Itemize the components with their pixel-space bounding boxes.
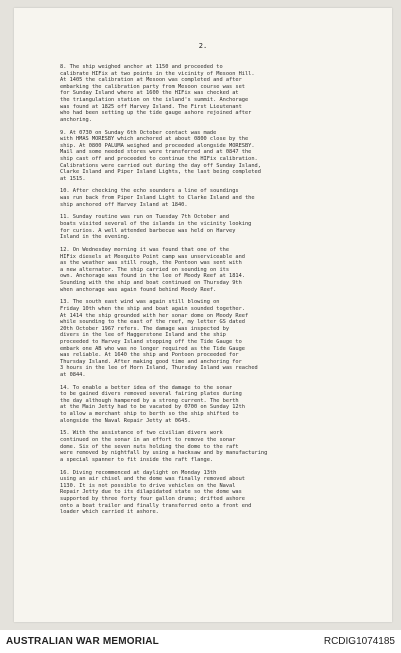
paragraph [60,385,372,425]
text-line: Friday 10th when the ship and boat again sounded together. [60,305,245,312]
document-body [60,64,372,522]
text-line: who had been setting up the tide gauge ashore rejoined after [60,110,252,117]
text-line: the day although hampered by a strong current. The berth [60,397,239,404]
text-line: 11. Sunday routine was run on Tuesday 7th October and [60,214,230,221]
text-line: at 1515. [60,175,86,182]
text-line: anchoring. [60,116,92,123]
paragraph [60,188,372,208]
text-line: a new alternator. The ship carried on sounding on its [60,266,230,273]
text-line: divers in the lee of Haggerstone Island and the ship [60,332,226,339]
text-line: continued on the sonar in an effort to remove the sonar [60,437,236,443]
paragraph [60,299,372,378]
text-line: supported by three forty four gallon drums; drifted ashore [60,495,245,502]
text-line: for Sunday Island where at 1600 the HIFix was checked at [60,90,239,97]
text-line: a special spanner to fit inside the raft flange. [60,456,214,463]
text-line: embarking the calibration party from Mesoon course was set [60,83,245,90]
text-line: were removed by nightfall by using a hacksaw and by manufacturing [60,450,268,457]
text-line: 15. With the assistance of two civilian divers work [60,430,223,437]
text-line: 1130. It is not possible to drive vehicles on the Naval [60,482,236,489]
text-line: Thursday Island. After making good time and anchoring for [60,358,242,365]
text-line: At 1414 the ship grounded with her sonar dome on Moody Reef [60,312,249,319]
text-line: HIFix diesels at Mosquito Point camp was unserviceable and [60,253,245,260]
text-line: 20th October 1967 refers. The damage was inspected by [60,325,230,332]
text-line: Clarke Island and Piper Island Lights, the last being completed [60,169,261,176]
text-line: embark one AB who was no longer required as the Tide Gauge [60,345,245,352]
text-line: onto a boat trailer and finally transferred onto a front end [60,502,252,509]
text-line: 3 hours in the lee of Horn Island, Thursday Island was reached [60,365,258,372]
text-line: Island in the evening. [60,234,131,241]
text-line: 13. The south east wind was again still blowing on [60,299,220,306]
text-line: calibrate HIFix at two points in the vicinity of Mesoon Hill. [60,70,255,77]
text-line: while sounding to the east of the reef, my letter GS dated [60,319,245,326]
archive-footer [0,630,401,653]
text-line: to be gained divers removed several fairing plates during [60,391,242,398]
text-line: for curios. A well attended barbecue was held on Harvey [60,227,236,234]
text-line: was run back from Piper Island Light to Clarke Island and the [60,195,255,202]
text-line: 16. Diving recommenced at daylight on Monday 13th [60,469,217,476]
text-line: 10. After checking the echo sounders a line of soundings [60,188,239,195]
text-line: alongside the Naval Repair Jetty at 0645. [60,417,191,424]
text-line: Mail and some needed stores were transferred and at 0847 the [60,149,252,156]
text-line: 14. To enable a better idea of the damage to the sonar [60,384,233,391]
text-line: Sounding with the ship and boat continued on Thursday 9th [60,279,242,286]
archive-name: AUSTRALIAN WAR MEMORIAL [6,636,159,647]
text-line: was found at 1825 off Harvey Island. The First Lieutenant [60,103,242,110]
text-line: when anchorage was again found behind Moody Reef. [60,286,217,293]
paragraph [60,430,372,463]
text-line: proceeded to Harvey Island stopping off the Tide Gauge to [60,338,242,345]
text-line: as the weather was still rough, the Pontoon was sent with [60,260,242,267]
paragraph [60,247,372,293]
text-line: dome. Six of the seven nuts holding the dome to the raft [60,443,239,450]
text-line: using an air chisel and the dome was finally removed about [60,476,245,483]
text-line: loader which carried it ashore. [60,509,159,516]
text-line: at 0844. [60,371,86,378]
text-line: 9. At 0730 on Sunday 6th October contact was made [60,129,217,136]
text-line: ship cast off and proceeded to continue the HIFix calibration. [60,155,258,162]
text-line: At 1405 the calibration at Mesoon was completed and after [60,77,242,84]
text-line: boats visited several of the islands in the vicinity looking [60,221,252,228]
text-line: 12. On Wednesday morning it was found that one of the [60,247,230,253]
text-line: to allow a merchant ship to berth so the ship shifted to [60,411,239,418]
text-line: ship anchored off Harvey Island at 1840. [60,201,188,208]
document-page [14,8,392,622]
text-line: with HMAS MORESBY which anchored at about 0800 close by the [60,136,249,143]
text-line: was reliable. At 1640 the ship and Pontoon proceeded for [60,352,239,359]
paragraph [60,130,372,183]
text-line: own. Anchorage was found in the lee of Moody Reef at 1814. [60,273,245,280]
text-line: ship. At 0800 PALUMA weighed and proceeded alongside MORESBY. [60,142,255,149]
paragraph [60,470,372,516]
record-id: RCDIG1074185 [323,636,395,647]
text-line: 8. The ship weighed anchor at 1150 and proceeded to [60,64,223,70]
paragraph [60,64,372,123]
page-number: 2. [198,42,208,50]
text-line: Repair Jetty due to its dilapidated state so the dome was [60,489,242,496]
text-line: at the Main Jetty had to be vacated by 0700 on Sunday 12th [60,404,245,411]
text-line: the triangulation station on the island's summit. Anchorage [60,96,249,103]
text-line: Calibrations were carried out during the day off Sunday Island, [60,162,261,169]
paragraph [60,214,372,240]
